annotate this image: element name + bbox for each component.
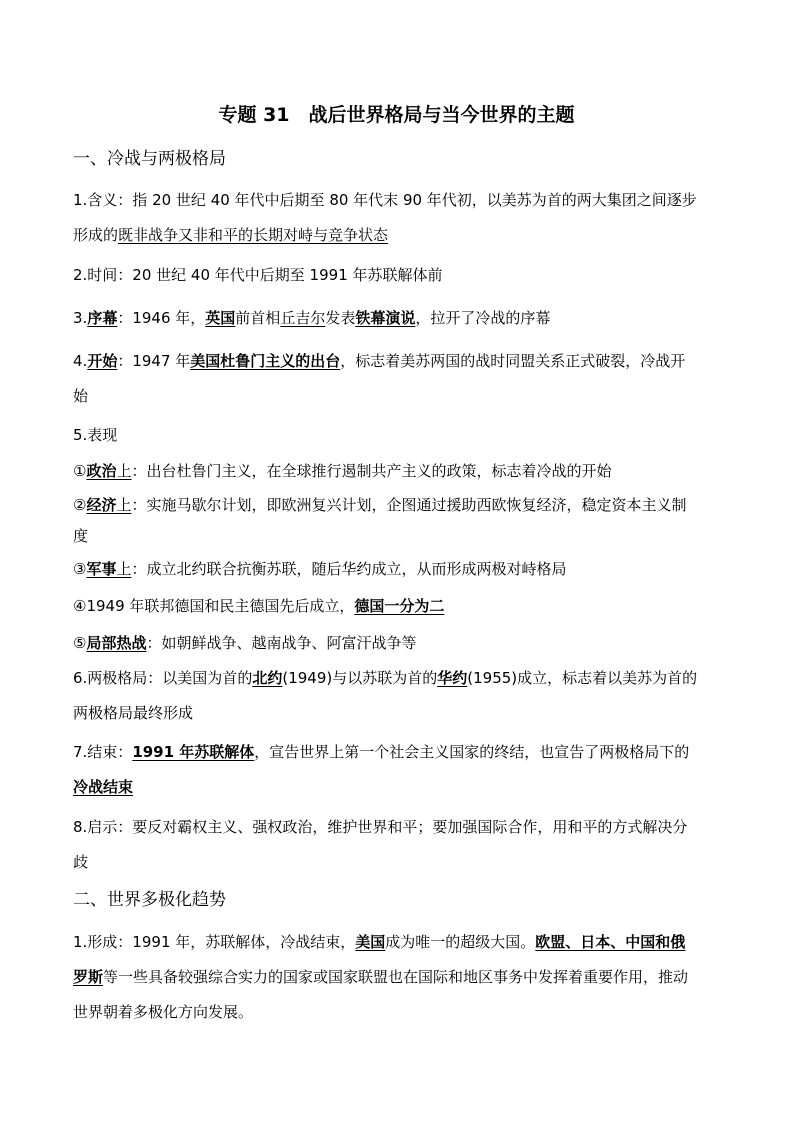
formation-text-2: 成为唯一的超级大国。 (385, 933, 536, 951)
formation-russia: 罗斯 (73, 968, 104, 986)
politics-marker: ① (73, 462, 87, 480)
formation-powers: 欧盟、日本、中国和俄 (535, 933, 686, 951)
lesson-line-2: 歧 (73, 853, 89, 871)
time-line: 2.时间：20 世纪 40 年代中后期至 1991 年苏联解体前 (73, 266, 443, 284)
manifestation-germany (73, 588, 723, 625)
paragraph-lesson (73, 810, 723, 880)
bipolar-text-3: (1955)成立，标志着以美苏为首的 (467, 669, 698, 687)
politics-keyword: 政治 (86, 462, 117, 480)
prelude-line (73, 301, 723, 336)
paragraph-time (73, 258, 723, 293)
formation-usa: 美国 (355, 933, 386, 951)
bipolar-text-1: 6.两极格局：以美国为首的 (73, 669, 253, 687)
paragraph-bipolar (73, 661, 723, 731)
bipolar-text-2: (1949)与以苏联为首的 (282, 669, 438, 687)
prelude-keyword: 序幕 (87, 309, 118, 327)
beginning-event: 美国杜鲁门主义的出台 (190, 352, 341, 370)
definition-key-phrase: 既非战争又非和平的长期对峙与竞争状态 (118, 226, 389, 244)
section-heading-multipolar: 二、世界多极化趋势 (73, 890, 226, 910)
paragraph-manifestations (73, 454, 723, 662)
manifestation-military (73, 551, 723, 588)
lesson-line-1: 8.启示：要反对霸权主义、强权政治，维护世界和平；要加强国际合作，用和平的方式解决分 (73, 818, 688, 836)
bipolar-line-2: 两极格局最终形成 (73, 704, 194, 722)
economy-suffix: 上 (116, 496, 132, 514)
prelude-speech: 铁幕演说 (355, 309, 416, 327)
local-wars-marker: ⑤ (73, 634, 87, 652)
beginning-line-1 (73, 344, 723, 379)
paragraph-prelude (73, 301, 723, 336)
formation-text-3: 等一些具备较强综合实力的国家或国家联盟也在国际和地区事务中发挥着重要作用，推动 (103, 968, 689, 986)
paragraph-manifestations-heading (73, 418, 723, 453)
end-event: 1991 年苏联解体 (132, 743, 255, 761)
prelude-text-3: 发表 (325, 309, 356, 327)
local-wars-keyword: 局部热战 (86, 634, 147, 652)
definition-line-2 (73, 218, 723, 253)
paragraph-end (73, 735, 723, 805)
prelude-text-2: 前首相 (235, 309, 281, 327)
local-wars-text: ：如朝鲜战争、越南战争、阿富汗战争等 (146, 634, 417, 652)
end-text-1: 7.结束： (73, 743, 133, 761)
military-marker: ③ (73, 560, 87, 578)
prelude-number: 3. (73, 309, 88, 327)
prelude-country: 英国 (205, 309, 236, 327)
beginning-text-1: ：1947 年 (117, 352, 191, 370)
beginning-line-2: 始 (73, 387, 89, 405)
prelude-text-1: ：1946 年， (117, 309, 206, 327)
germany-text: ④1949 年联邦德国和民主德国先后成立， (73, 597, 355, 615)
politics-text: ：出台杜鲁门主义，在全球推行遏制共产主义的政策，标志着冷战的开始 (131, 462, 612, 480)
bipolar-nato: 北约 (252, 669, 283, 687)
formation-line-1 (73, 925, 723, 960)
beginning-number: 4. (73, 352, 88, 370)
end-text-2: ，宣告世界上第一个社会主义国家的终结，也宣告了两极格局下的 (254, 743, 690, 761)
definition-line-1: 1.含义：指 20 世纪 40 年代中后期至 80 年代末 90 年代初，以美苏为首的两大集团之间逐步 (73, 191, 697, 209)
bipolar-warsaw: 华约 (437, 669, 468, 687)
end-line-2 (73, 770, 723, 805)
economy-keyword: 经济 (86, 496, 117, 514)
end-keyword: 冷战结束 (73, 778, 134, 796)
prelude-text-4: ，拉开了冷战的序幕 (415, 309, 551, 327)
beginning-text-2: ，标志着美苏两国的战时同盟关系正式破裂，冷战开 (340, 352, 686, 370)
manifestation-economy (73, 489, 723, 521)
paragraph-formation (73, 925, 723, 1030)
section-heading-cold-war: 一、冷战与两极格局 (73, 149, 226, 169)
page-title: 专题 31 战后世界格局与当今世界的主题 (218, 104, 575, 126)
manifestations-heading: 5.表现 (73, 426, 118, 444)
economy-marker: ② (73, 496, 87, 514)
germany-keyword: 德国一分为二 (354, 597, 445, 615)
paragraph-definition (73, 183, 723, 253)
manifestation-economy-line-2: 度 (73, 527, 89, 545)
military-keyword: 军事 (86, 560, 117, 578)
prelude-person: 丘吉尔 (280, 309, 326, 327)
paragraph-beginning (73, 344, 723, 414)
military-text: ：成立北约联合抗衡苏联，随后华约成立，从而形成两极对峙格局 (131, 560, 567, 578)
politics-suffix: 上 (116, 462, 132, 480)
end-line-1 (73, 735, 723, 770)
formation-line-2 (73, 960, 723, 995)
bipolar-line-1 (73, 661, 723, 696)
manifestation-politics (73, 454, 723, 489)
manifestation-local-wars (73, 625, 723, 662)
beginning-keyword: 开始 (87, 352, 118, 370)
military-suffix: 上 (116, 560, 132, 578)
formation-line-3: 世界朝着多极化方向发展。 (73, 1003, 254, 1021)
formation-text-1: 1.形成：1991 年，苏联解体，冷战结束， (73, 933, 356, 951)
definition-text: 形成的 (73, 226, 119, 244)
economy-text: ：实施马歇尔计划，即欧洲复兴计划，企图通过援助西欧恢复经济，稳定资本主义制 (131, 496, 687, 514)
